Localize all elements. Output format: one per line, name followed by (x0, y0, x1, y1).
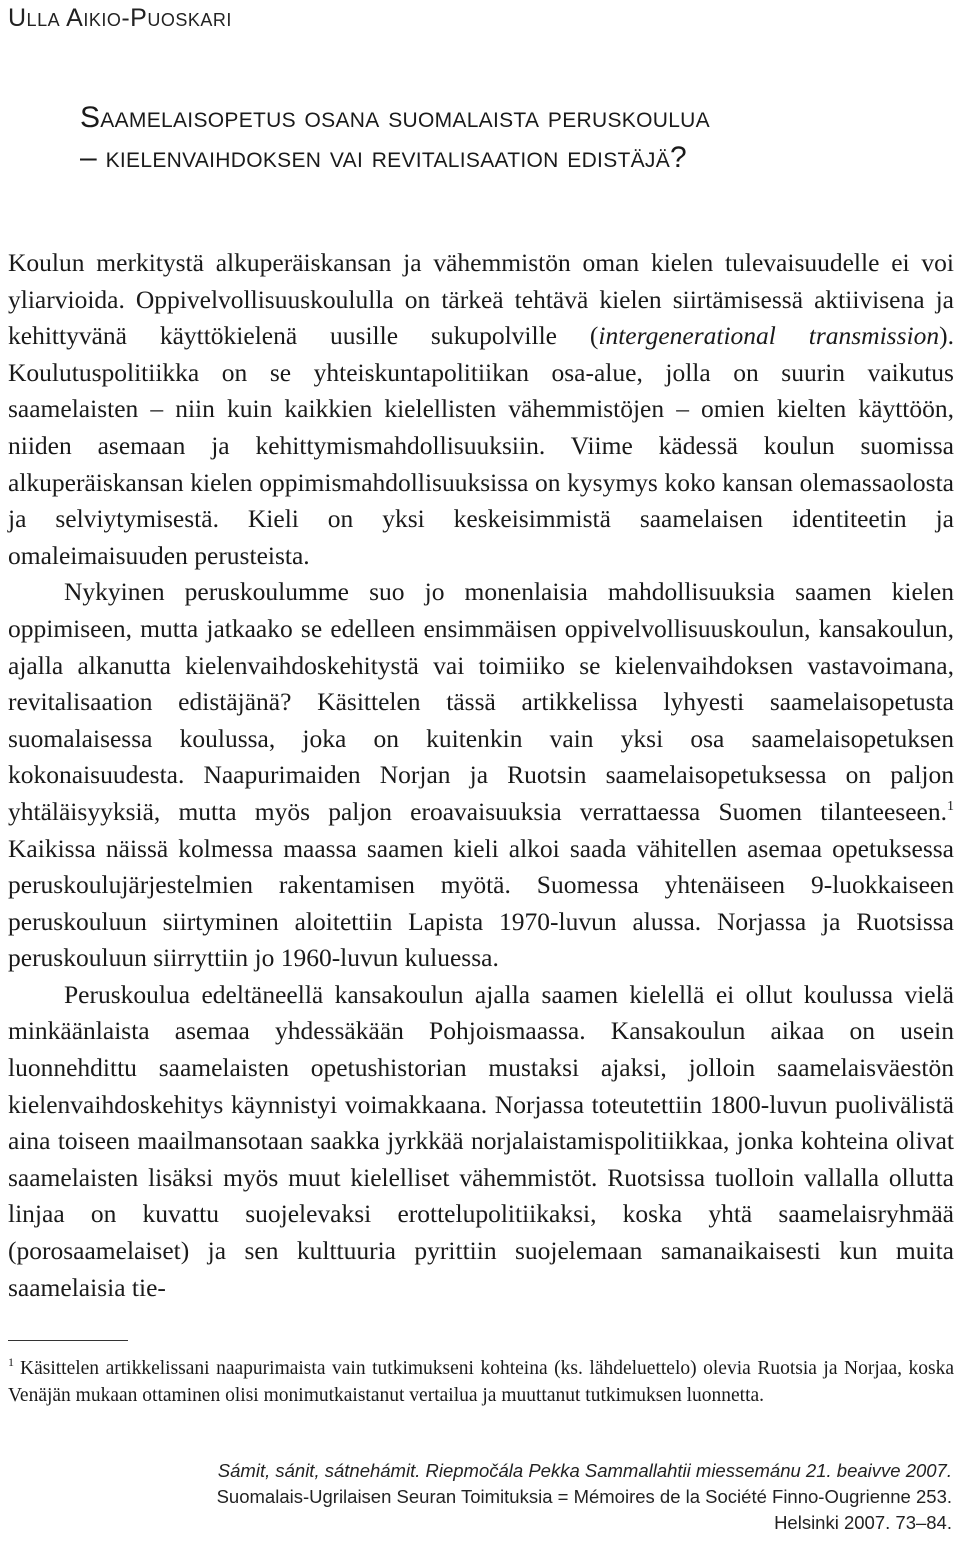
footnote (8, 1355, 954, 1409)
paragraph-1-text-a: Koulun merkitystä alkuperäiskansan ja vähemmistön oman kielen tulevaisuudelle ei voi yliarvioida. Oppivelvollisuuskoululla on tärkeä tehtävä kielen siirtämisessä aktiivisena ja kehittyvänä käyttökielenä uusille sukupolville ( (8, 248, 954, 351)
article-title (80, 98, 940, 178)
footnote-reference[interactable]: 1 (947, 798, 954, 814)
paragraph-2-text-a: Nykyinen peruskoulumme suo jo monenlaisia mahdollisuuksia saamen kielen oppimiseen, mutta jatkaako se edelleen ensimmäisen oppivelvollisuuskoulun, kansakoulun, ajalla alkanutta kielenvaihdoskehitystä vai toimiiko se kielenvaihdoksen vastavoimana, revitalisaation edistäjänä? Käsittelen tässä artikkelissa lyhyesti saamelaisopetusta suomalaisessa koulussa, joka on kuitenkin vain yksi osa saamelaisopetuksen kokonaisuudesta. Naapurimaiden Norjan ja Ruotsin saamelaisopetuksessa on paljon yhtäläisyyksiä, mutta myös paljon eroavaisuuksia verrattaessa Suomen tilanteeseen. (8, 577, 954, 826)
running-head-author: Ulla Aikio-Puoskari (8, 4, 232, 32)
footnote-number: 1 (8, 1355, 14, 1369)
paragraph-2 (8, 574, 954, 977)
article-title-line-1: Saamelaisopetus osana suomalaista peruskoulua (80, 101, 710, 134)
publication-colophon (52, 1458, 952, 1536)
article-body (8, 245, 954, 1306)
colophon-line-3: Helsinki 2007. 73–84. (774, 1512, 952, 1533)
colophon-line-2: Suomalais-Ugrilaisen Seuran Toimituksia = Mémoires de la Société Finno-Ougrienne 253. (216, 1486, 952, 1507)
paragraph-1-italic-term: intergenerational transmission (598, 321, 940, 351)
article-title-line-2: – kielenvaihdoksen vai revitalisaation edistäjä? (80, 141, 688, 174)
footnote-rule (8, 1340, 128, 1341)
paragraph-1 (8, 245, 954, 574)
paragraph-2-text-b: Kaikissa näissä kolmessa maassa saamen kieli alkoi saada vähitellen asemaa opetuksessa peruskoulujärjestelmien rakentamisen myötä. Suomessa yhtenäiseen 9-luokkaiseen peruskouluun siirtyminen aloitettiin Lapista 1970-luvun alussa. Norjassa ja Ruotsissa peruskouluun siirryttiin jo 1960-luvun kuluessa. (8, 833, 954, 973)
footnote-text: Käsittelen artikkelissani naapurimaista vain tutkimukseni kohteina (ks. lähdeluettelo) olevia Ruotsia ja Norjaa, koska Venäjän mukaan ottaminen olisi monimutkaistanut vertailua ja muuttanut tutkimuksen luonnetta. (8, 1358, 954, 1406)
colophon-line-1: Sámit, sánit, sátnehámit. Riepmočála Pekka Sammallahtii miessemánu 21. beaivve 2007. (217, 1460, 952, 1481)
paragraph-1-text-b: ). Koulutuspolitiikka on se yhteiskuntapolitiikan osa-alue, jolla on suurin vaikutus saamelaisten – niin kuin kaikkien kielellisten vähemmistöjen – omien kielten käyttöön, niiden asemaan ja kehittymismahdollisuuksiin. Viime kädessä koulun suomissa alkuperäiskansan kielen oppimismahdollisuuksissa on kysymys koko kansan olemassaolosta ja selviytymisestä. Kieli on yksi keskeisimmistä saamelaisen identiteetin ja omaleimaisuuden perusteista. (8, 321, 954, 570)
paragraph-3: Peruskoulua edeltäneellä kansakoulun ajalla saamen kielellä ei ollut koulussa vielä minkäänlaista asemaa yhdessäkään Pohjoismaassa. Kansakoulun aikaa on usein luonnehdittu saamelaisten opetushistorian mustaksi ajaksi, jolloin saamelaisväestön kielenvaihdoskehitys käynnistyi voimakkaana. Norjassa toteutettiin 1800-luvun puolivälistä aina toiseen maailmansotaan saakka jyrkkää norjalaistamispolitiikkaa, jonka kohteina olivat saamelaisten lisäksi myös muut kielelliset vähemmistöt. Ruotsissa tuolloin vallalla ollutta linjaa on kuvattu suojelevaksi erottelupolitiikaksi, koska yhtä saamelaisryhmää (porosaamelaiset) ja sen kulttuuria pyrittiin suojelemaan samanaikaisesti kun muita saamelaisia tie- (8, 979, 954, 1302)
